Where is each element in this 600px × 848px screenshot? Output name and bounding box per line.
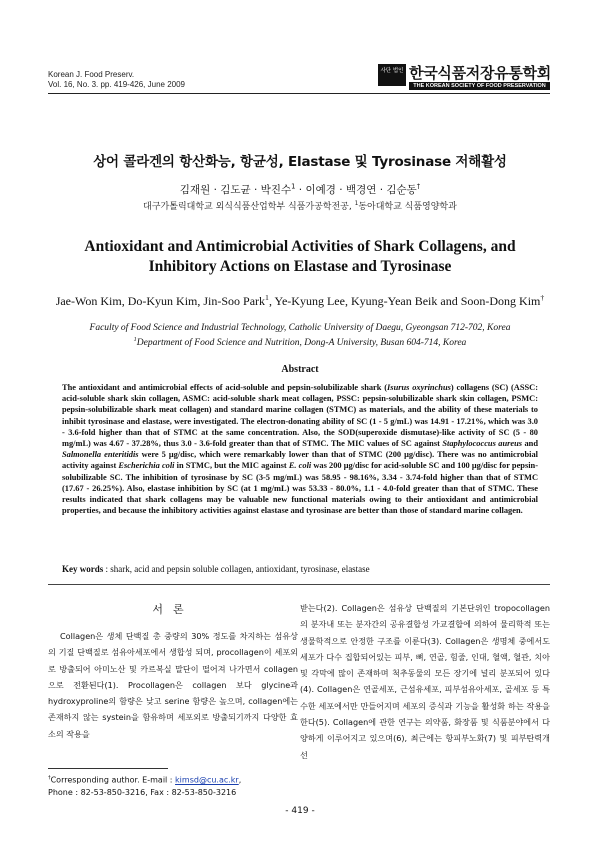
korean-authors [0,182,600,197]
korean-authors-sup: 1 [291,182,296,191]
species-isurus: Isurus oxyrinchus [387,383,451,392]
english-authors-part2: , Ye-Kyung Lee, Kyung-Yean Beik and Soon-Dong Kim [268,294,541,308]
footnote-line-1 [48,772,298,787]
english-authors-dagger: † [540,293,545,302]
keywords [62,564,538,575]
korean-affiliation-part2: 동아대학교 식품영양학과 [358,202,457,212]
footnote-phone: Phone : 82-53-850-3216, Fax : 82-53-850-3216 [48,787,237,797]
english-authors [50,290,550,309]
footnote-comma: , [238,775,242,785]
intro-paragraph-left: Collagen은 생체 단백질 총 중량의 30% 정도를 차지하는 섬유상의 기질 단백질로 섬유아세포에서 생합성 되며, procollagen이 세포외로 방출되어 아미노산 및 카르복실 말단이 떨어져 나가면서 collagen으로 전환된다(1). Procollagen은 collagen 보다 glycine과 hydroxyproline의 함량은 낮고 serine 함량은 높으며, collagen에는 존재하지 않는 systein을 함유하며 세포외로 방출되기까지 다양한 효소의 작용을 [48,631,298,739]
abstract-text-2: ) collagens (SC) (ASSC: acid-soluble shark skin collagen, ASMC: acid-soluble shark meat collagen, PSSC: pepsin-solubilizable shark skin collagen, PSMC: pepsin-solubilizable shark meat collagen) and standard marine collagen (STMC) as materials, and the ability of these materials to inhibit tyrosinase and elastase, were investigated. The electron-donating ability of SC (1 - 5 g/mL) was 14.91 - 17.21%, which was 3.0 - 3.6-fold higher than that of STMC at the same concentration. Also, the SOD(superoxide dismutase)-like activity of SC (5 - 80 mg/mL) was 4.67 - 37.28%, thus 3.0 - 3.6-fold greater than that of STMC. The MIC values of SC against [62,383,538,449]
abstract-heading: Abstract [281,364,319,375]
species-escherichia: Escherichia coli [118,461,175,471]
society-name-english: THE KOREAN SOCIETY OF FOOD PRESERVATION [409,82,550,90]
abstract-text-5: in STMC, but the MIC against [174,461,289,471]
english-title: Antioxidant and Antimicrobial Activities of Shark Collagens, and Inhibitory Actions on Elastase and Tyrosinase [84,238,516,275]
english-affiliation-2 [50,334,550,349]
abstract-text-1: The antioxidant and antimicrobial effects of acid-soluble and pepsin-solubilizable shark ( [62,383,388,392]
journal-info [48,70,185,90]
species-salmonella: Salmonella enteritidis [62,450,139,460]
english-affiliation-2-sup: 1 [133,337,137,343]
footnote-dagger: † [48,775,51,781]
abstract-body [62,382,538,516]
species-e-coli: E. coli [288,461,312,471]
footnote [48,772,298,799]
abstract-text-6: was 200 μg/disc for acid-soluble SC and 100 μg/disc for pepsin-solubilizable SC. The inhibition of tyrosinase by SC (3-5 mg/mL) was 58.95 - 98.16%, 3.34 - 3.74-fold higher than that of STMC (17.67 - 26.25%). Also, elastase inhibition by SC (at 1 mg/mL) was 53.33 - 80.0%, 1.1 - 4.0-fold greater than that of STMC. These results indicated that shark collagens may be valuable new functional materials owing to their antioxidant and antimicrobial properties, and because the inhibitory activities against elastase and tyrosinase are better than those of standard marine collagen. [62,461,538,516]
journal-volume: Vol. 16, No. 3. pp. 419-426, June 2009 [48,80,185,89]
intro-paragraph-right: 받는다(2). Collagen은 섬유상 단백질의 기본단위인 tropocollagen의 분자내 또는 분자간의 공유결합성 가교결합에 의하여 물리학적 또는 생물학적으로 안정한 구조를 이룬다(3). Collagen은 생명체 중에서도 세포가 다수 집합되어있는 피부, 뼈, 연골, 힘줄, 인대, 혈액, 혈관, 치아 및 각막에 많이 존재하며 척추동물의 모든 장기에 널리 분포되어 있다(4). Collagen은 연골세포, 근섬유세포, 피부섬유아세포, 골세포 등 특수한 세포에서만 만들어지며 세포의 증식과 기능을 활성화 하는 작용을 한다(5). Collagen에 관한 연구는 의약품, 화장품 및 식품분야에서 다양하게 이루어지고 있으며(6), 최근에는 항피부노화(7) 및 피부탄력개선 [300,603,550,760]
journal-name: Korean J. Food Preserv. [48,70,135,79]
society-name-korean: 한국식품저장유통학회 [409,64,551,82]
english-authors-part1: Jae-Won Kim, Do-Kyun Kim, Jin-Soo Park [55,294,266,308]
korean-affiliation-sup: 1 [354,201,359,207]
intro-left-column [48,628,298,742]
korean-authors-dagger: † [416,182,421,191]
korean-authors-part2: · 이예경 · 백경연 · 김순동 [295,184,417,196]
korean-authors-part1: 김재원 · 김도균 · 박진수 [179,184,292,196]
abstract-rule [48,584,550,585]
korean-affiliation [0,199,600,212]
header-rule [48,93,550,94]
society-logo-block [378,62,550,92]
society-emblem: 사단 법인 [378,64,406,86]
species-staphylococcus: Staphylococcus aureus [442,439,523,449]
footnote-rule [48,768,168,769]
abstract-text-4: were 5 μg/disc, which were remarkably lower than that of STMC (200 μg/disc). There was no antimicrobial activity against [62,450,538,471]
english-affiliation-1: Faculty of Food Science and Industrial Technology, Catholic University of Daegu, Gyeongsan 712-702, Korea [89,323,511,333]
english-authors-sup: 1 [265,293,269,302]
english-affiliations [50,322,550,349]
footnote-label: Corresponding author. E-mail : [50,775,176,785]
korean-title: 상어 콜라겐의 항산화능, 항균성, Elastase 및 Tyrosinase 저해활성 [93,154,507,170]
korean-affiliation-part1: 대구가톨릭대학교 외식식품산업학부 식품가공학전공, [143,202,355,212]
section-heading-introduction: 서론 [152,603,194,616]
intro-right-column [300,600,550,763]
english-affiliation-2-text: Department of Food Science and Nutrition, Dong-A University, Busan 604-714, Korea [136,338,467,349]
page-number: - 419 - [285,806,315,816]
keywords-list: : shark, acid and pepsin soluble collagen, antioxidant, tyrosinase, elastase [103,564,370,574]
abstract-text-3: and [522,439,538,449]
keywords-label: Key words [62,564,104,574]
corresponding-email-link[interactable]: kimsd@cu.ac.kr [175,775,239,785]
